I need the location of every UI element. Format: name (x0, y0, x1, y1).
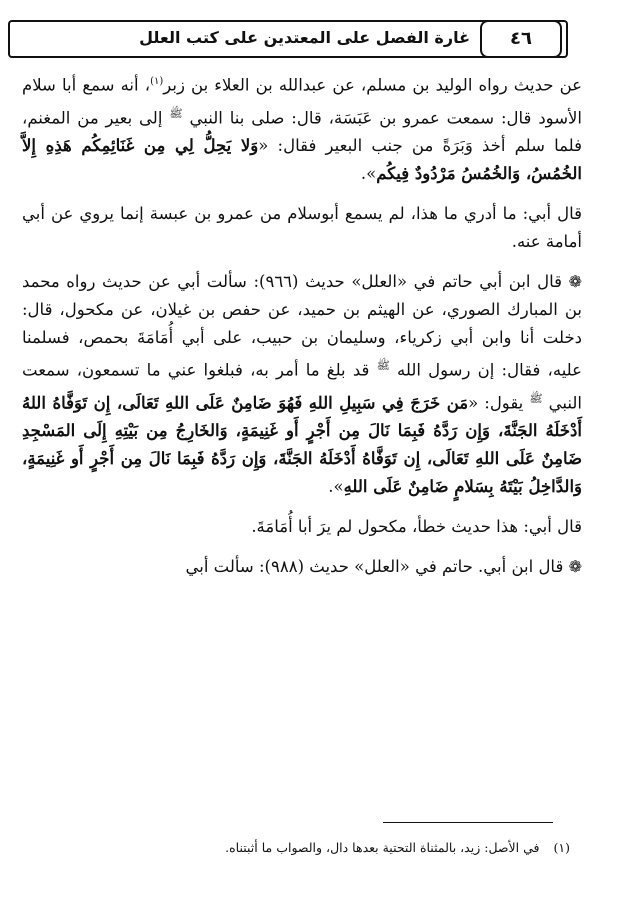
book-title: غارة الفصل على المعتدين على كتب العلل (139, 28, 470, 47)
footnote (50, 840, 570, 855)
p1-text-d: ». (360, 164, 377, 183)
footnote-number: (١) (553, 840, 570, 855)
footnote-text: في الأصل: زيد، بالمثناة التحتية بعدها دال، والصواب ما أثبتناه. (225, 840, 540, 855)
p1-text-c: إلى بعير من المغنم، فلما سلم أخذ وَبَرَةً من جنب البعير فقال: « (22, 108, 582, 155)
footnote-separator (383, 822, 553, 823)
p1-text-a: عن حديث رواه الوليد بن مسلم، عن عبدالله بن العلاء بن زبر (163, 75, 582, 95)
footnote-reference: (١) (150, 76, 164, 87)
p3-text-a: قال ابن أبي حاتم في «العلل» حديث (٩٦٦): سألت أبي عن حديث رواه محمد بن المبارك الصوري، عن الهيثم بن حميد، عن حفص بن غيلان، عن مكحول، قال: دخلت أنا وابن أبي زكرياء، وسليمان بن حبيب، على أبي أُمَامَةَ بحمص، فسلمنا عليه، فقال: إن رسول الله (22, 272, 582, 380)
p5-text: قال ابن أبي. حاتم في «العلل» حديث (٩٨٨): سألت أبي (185, 557, 564, 576)
paragraph-4: قال أبي: هذا حديث خطأ، مكحول لم يرَ أبا أُمَامَةَ. (251, 517, 582, 536)
flower-ornament-icon: ❁ (568, 272, 582, 291)
hadith-quote-1: وَلا يَحِلُّ لِي مِن غَنَائِمِكُم هَذِهِ إِلاَّ الخُمُسُ، وَالخُمُسُ مَرْدُودٌ فِيكُم (22, 136, 582, 183)
p1-text-b: ، أنه سمع أبا سلام الأسود قال: سمعت عمرو بن عَبَسَة، قال: صلى بنا النبي (22, 75, 583, 127)
main-text (22, 68, 582, 593)
p3-text-b: قد بلغ ما أمر به، فبلغوا عني ما تسمعون، سمعت النبي (22, 360, 582, 412)
paragraph-5 (22, 553, 582, 581)
salawat-symbol: ﷺ (529, 391, 543, 405)
salawat-symbol: ﷺ (169, 106, 183, 120)
paragraph-2: قال أبي: ما أدري ما هذا، لم يسمع أبوسلام من عمرو بن عبسة إنما يروي عن أبي أمامة عنه. (22, 204, 582, 251)
running-header (8, 20, 568, 58)
p3-text-d: ». (328, 477, 344, 496)
salawat-symbol: ﷺ (376, 359, 390, 372)
paragraph-1 (22, 68, 582, 188)
flower-ornament-icon: ❁ (568, 557, 582, 576)
hadith-quote-2: مَن خَرَجَ فِي سَبِيلِ اللهِ فَهُوَ ضَامِنٌ عَلَى اللهِ تَعَالَى، إِن تَوَفَّاهُ اللهُ أَدْخَلَهُ الجَنَّةَ، وَإِن رَدَّهُ فَبِمَا نَالَ مِن أَجْرٍ أَو غَنِيمَةٍ، وَالخَارِجُ مِن بَيْتِهِ إِلَى المَسْجِدِ ضَامِنٌ عَلَى اللهِ تَعَالَى، إِن تَوَفَّاهُ أَدْخَلَهُ الجَنَّةَ، وَإِن رَدَّهُ فَبِمَا نَالَ مِن أَجْرٍ أَو غَنِيمَةٍ، وَالدَّاخِلُ بَيْتَهُ بِسَلامٍ ضَامِنٌ عَلَى اللهِ (22, 393, 582, 496)
page-number: ٤٦ (480, 20, 562, 58)
paragraph-3 (22, 268, 582, 501)
p3-text-c: يقول: « (468, 393, 524, 412)
